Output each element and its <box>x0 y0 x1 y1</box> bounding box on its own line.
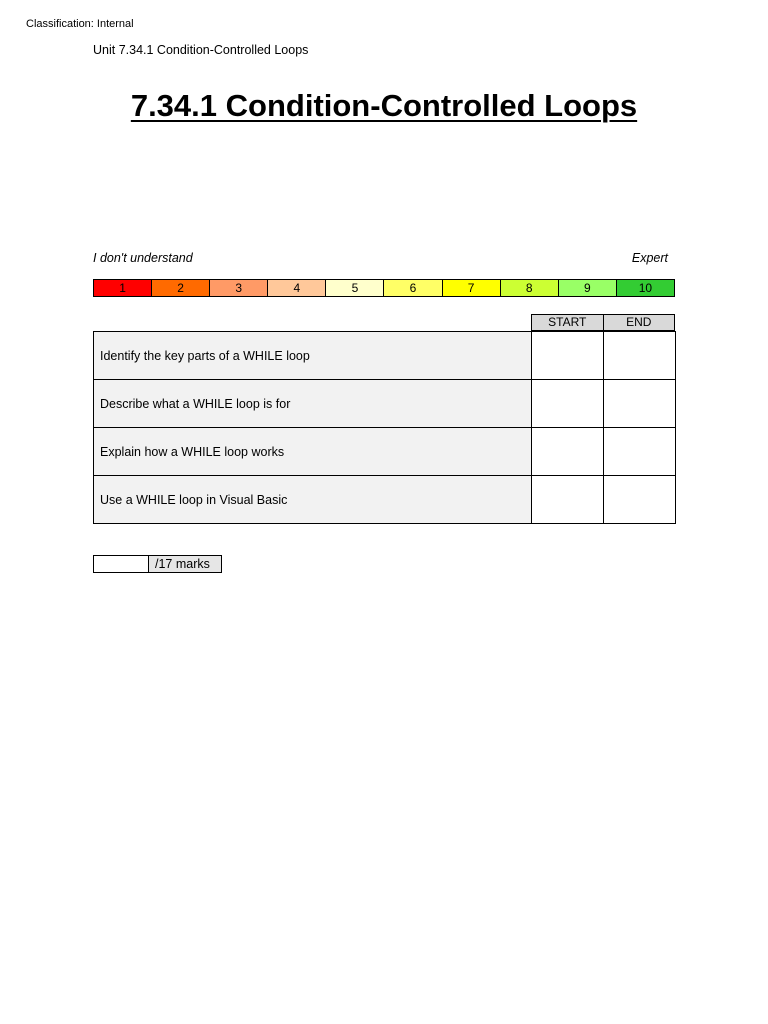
outcome-description: Explain how a WHILE loop works <box>94 428 532 476</box>
end-rating-cell[interactable] <box>604 476 676 524</box>
table-row <box>94 428 676 476</box>
unit-header: Unit 7.34.1 Condition-Controlled Loops <box>93 43 309 57</box>
end-rating-cell[interactable] <box>604 332 676 380</box>
scale-low-label: I don't understand <box>93 251 193 265</box>
start-rating-cell[interactable] <box>532 332 604 380</box>
marks-input-box[interactable] <box>94 556 149 572</box>
scale-level-2[interactable]: 2 <box>152 280 210 296</box>
end-column-header: END <box>603 315 675 330</box>
scale-level-7[interactable]: 7 <box>443 280 501 296</box>
rating-column-headers <box>531 314 675 331</box>
table-row <box>94 380 676 428</box>
start-column-header: START <box>548 315 587 329</box>
marks-total-label: /17 marks <box>149 556 221 572</box>
marks-score <box>93 555 222 573</box>
scale-level-1[interactable]: 1 <box>94 280 152 296</box>
outcome-description: Describe what a WHILE loop is for <box>94 380 532 428</box>
start-rating-cell[interactable] <box>532 476 604 524</box>
scale-level-8[interactable]: 8 <box>501 280 559 296</box>
scale-level-10[interactable]: 10 <box>617 280 674 296</box>
scale-level-5[interactable]: 5 <box>326 280 384 296</box>
page-title: 7.34.1 Condition-Controlled Loops <box>130 88 638 123</box>
scale-level-4[interactable]: 4 <box>268 280 326 296</box>
scale-level-9[interactable]: 9 <box>559 280 617 296</box>
start-rating-cell[interactable] <box>532 380 604 428</box>
scale-level-6[interactable]: 6 <box>384 280 442 296</box>
end-rating-cell[interactable] <box>604 380 676 428</box>
classification-label: Classification: Internal <box>26 18 134 30</box>
confidence-scale <box>93 279 675 297</box>
scale-level-3[interactable]: 3 <box>210 280 268 296</box>
table-row <box>94 476 676 524</box>
start-rating-cell[interactable] <box>532 428 604 476</box>
outcome-description: Identify the key parts of a WHILE loop <box>94 332 532 380</box>
outcome-description: Use a WHILE loop in Visual Basic <box>94 476 532 524</box>
table-row <box>94 332 676 380</box>
end-rating-cell[interactable] <box>604 428 676 476</box>
scale-high-label: Expert <box>631 251 668 265</box>
learning-outcomes-table <box>93 331 676 524</box>
